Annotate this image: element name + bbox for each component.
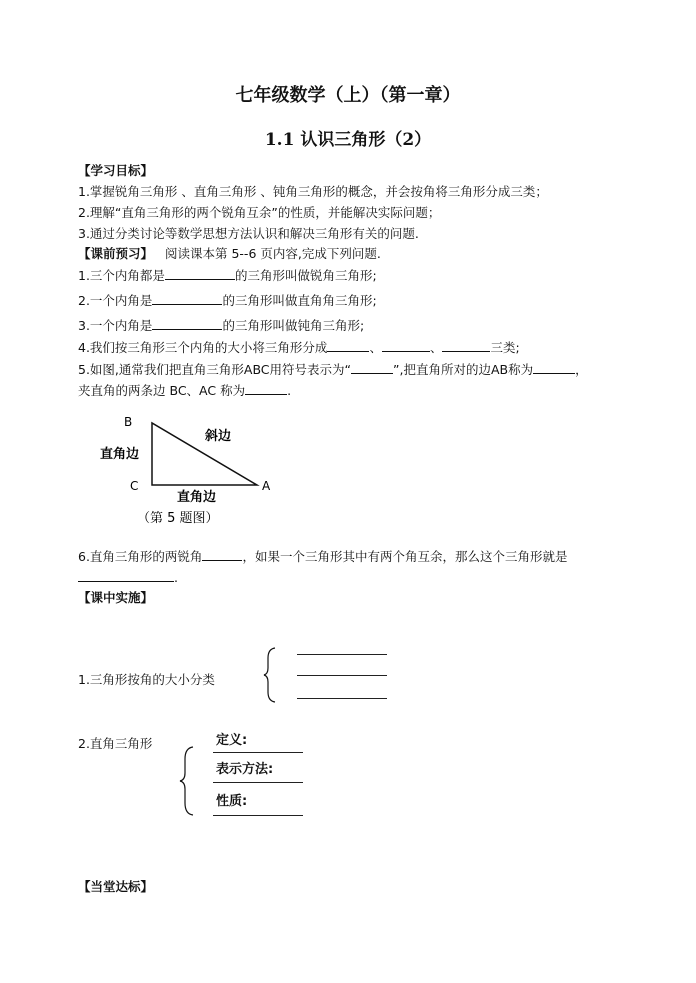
- classification-blank-3[interactable]: [297, 698, 387, 699]
- question-4-sep-1: 、: [369, 340, 382, 355]
- question-3: [78, 317, 364, 334]
- right-triangle-brace: [178, 745, 196, 817]
- question-4-blank-2[interactable]: [382, 339, 430, 352]
- assessment-heading: 【当堂达标】: [78, 879, 154, 894]
- question-5-blank-1[interactable]: [351, 361, 393, 374]
- question-4-text-b: 三类;: [490, 340, 520, 355]
- question-6: [78, 548, 567, 565]
- question-5-line2-text: 夹直角的两条边 BC、AC 称为: [78, 383, 246, 398]
- question-1-text-b: 的三角形叫做锐角三角形;: [234, 268, 377, 283]
- bottom-leg-label: 直角边: [177, 490, 217, 505]
- question-1-blank[interactable]: [165, 267, 235, 280]
- question-4-sep-2: 、: [429, 340, 443, 355]
- preview-intro: 阅读课本第 5--6 页内容,完成下列问题.: [165, 246, 381, 261]
- question-6-text-b: ，如果一个三角形其中有两个角互余，那么这个三角形就是: [242, 549, 568, 564]
- question-5: [78, 361, 588, 378]
- figure-caption: （第 5 题图）: [137, 511, 219, 526]
- question-5-text-a: 5.如图,通常我们把直角三角形ABC用符号表示为“: [78, 362, 352, 377]
- page-title: 七年级数学（上）（第一章）: [235, 85, 461, 106]
- question-4-blank-3[interactable]: [442, 339, 490, 352]
- question-5-text-c: ，: [575, 362, 588, 377]
- question-2-text-b: 的三角形叫做直角角三角形;: [222, 293, 377, 308]
- question-4-blank-1[interactable]: [327, 339, 369, 352]
- question-4: [78, 339, 520, 356]
- question-6-end: .: [174, 570, 178, 585]
- preview-row: [78, 246, 381, 262]
- question-5-line-2: [78, 382, 291, 399]
- question-5-blank-3[interactable]: [245, 382, 287, 395]
- vertex-b-label: B: [124, 415, 133, 429]
- question-6-blank-1[interactable]: [202, 548, 242, 561]
- question-1: [78, 267, 377, 284]
- question-1-text-a: 1.三个内角都是: [78, 268, 165, 283]
- property-label: 性质:: [216, 794, 248, 809]
- vertex-a-label: A: [262, 479, 271, 493]
- left-leg-label: 直角边: [100, 447, 140, 462]
- triangle-figure: [95, 408, 295, 533]
- classification-blank-1[interactable]: [297, 654, 387, 655]
- notation-label: 表示方法:: [216, 762, 274, 777]
- question-2-text-a: 2.一个内角是: [78, 293, 153, 308]
- question-5-blank-2[interactable]: [533, 361, 575, 374]
- question-6-text-a: 6.直角三角形的两锐角: [78, 549, 203, 564]
- objectives-heading: 【学习目标】: [78, 163, 154, 178]
- question-6-line-2: [78, 569, 178, 586]
- question-6-blank-2[interactable]: [78, 569, 174, 582]
- implementation-heading: 【课中实施】: [78, 590, 154, 605]
- question-2-blank[interactable]: [152, 292, 222, 305]
- question-4-text-a: 4.我们按三角形三个内角的大小将三角形分成: [78, 340, 328, 355]
- property-blank[interactable]: [213, 815, 303, 816]
- definition-label: 定义:: [216, 733, 248, 748]
- notation-blank[interactable]: [213, 782, 303, 783]
- question-2: [78, 292, 377, 309]
- question-5-end: .: [287, 383, 292, 398]
- vertex-c-label: C: [130, 479, 139, 493]
- question-3-text-b: 的三角形叫做钝角三角形;: [222, 318, 365, 333]
- classification-blank-2[interactable]: [297, 675, 387, 676]
- objective-item-1: 1.掌握锐角三角形 、直角三角形 、钝角三角形的概念，并会按角将三角形分成三类；: [78, 184, 548, 199]
- preview-heading: 【课前预习】: [78, 246, 154, 261]
- objective-item-3: 3.通过分类讨论等数学思想方法认识和解决三角形有关的问题.: [78, 226, 419, 241]
- classification-item: 1.三角形按角的大小分类: [78, 672, 215, 687]
- right-triangle-item: 2.直角三角形: [78, 736, 153, 751]
- objective-item-2: 2.理解“直角三角形的两个锐角互余”的性质，并能解决实际问题；: [78, 205, 441, 220]
- page-subtitle: 1.1 认识三角形（2）: [264, 130, 432, 150]
- question-5-text-b: ”,把直角所对的边AB称为: [393, 362, 534, 377]
- question-3-blank[interactable]: [152, 317, 222, 330]
- question-3-text-a: 3.一个内角是: [78, 318, 153, 333]
- classification-brace: [262, 646, 278, 704]
- definition-blank[interactable]: [213, 752, 303, 753]
- hypotenuse-label: 斜边: [205, 429, 232, 444]
